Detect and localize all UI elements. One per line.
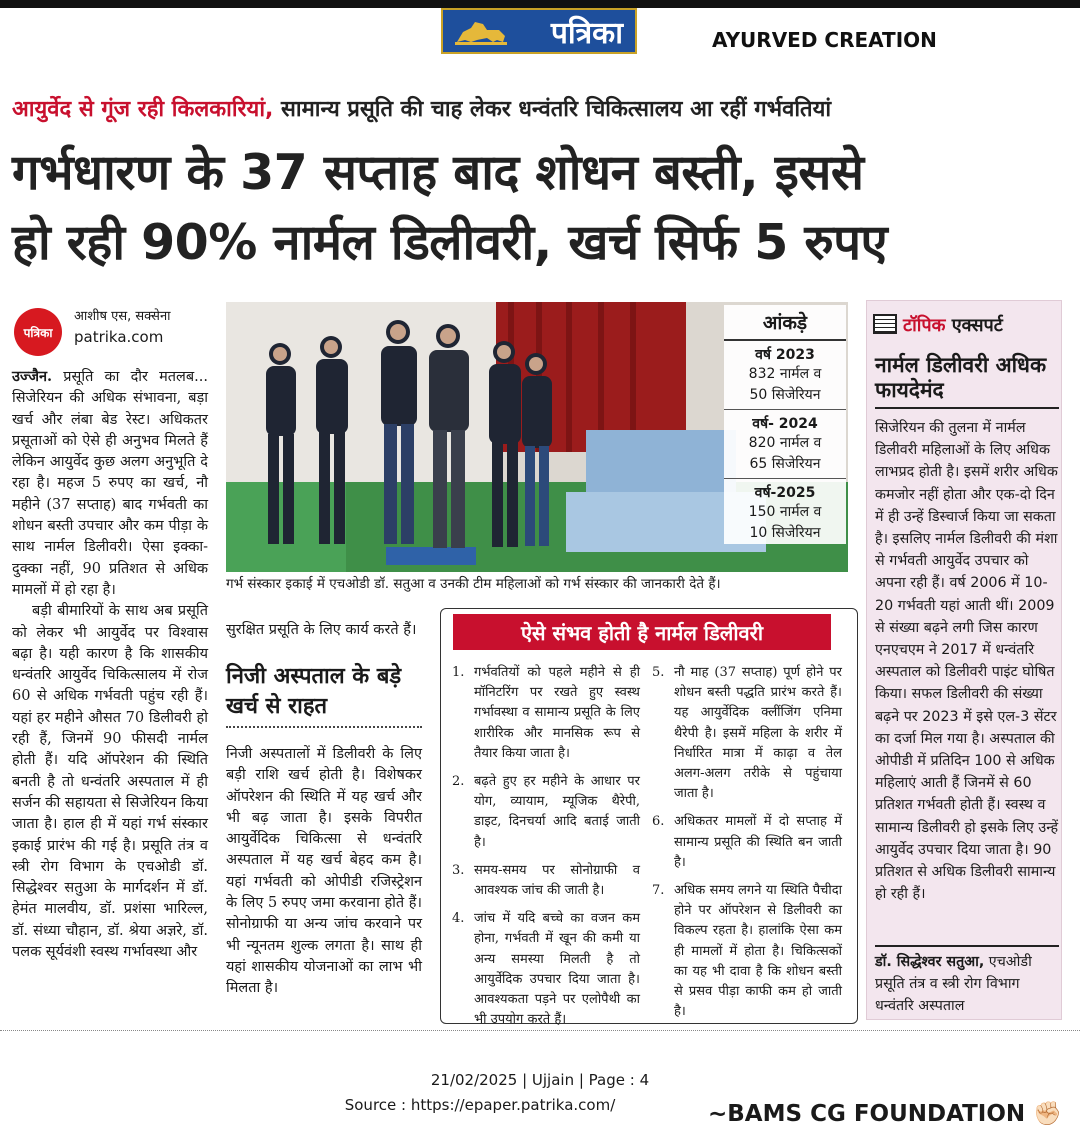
- stats-year: वर्ष-2025: [754, 485, 816, 501]
- author-site: patrika.com: [74, 328, 164, 346]
- subhead-private-hospital: निजी अस्पताल के बड़े खर्च से राहत: [226, 662, 422, 728]
- kicker-highlight: आयुर्वेद से गूंज रही किलकारियां,: [12, 97, 274, 122]
- topic-expert-panel: [866, 300, 1062, 1020]
- steps-box-title: ऐसे संभव होती है नार्मल डिलीवरी: [453, 614, 831, 650]
- headline-line-2: हो रही 90% नार्मल डिलीवरी, खर्च सिर्फ 5 रुपए: [12, 214, 888, 271]
- expert-heading: नार्मल डिलीवरी अधिक फायदेमंद: [875, 353, 1059, 409]
- step-item: [452, 909, 640, 1030]
- step-item: [652, 881, 842, 1022]
- stats-2023: [724, 341, 846, 410]
- patrika-badge-icon: पत्रिका: [14, 308, 62, 356]
- step-item: [452, 663, 640, 764]
- step-number: 7.: [652, 883, 665, 899]
- stats-value: 150 नार्मल व: [748, 504, 822, 520]
- story-column-2-top: सुरक्षित प्रसूति के लिए कार्य करते हैं।: [226, 622, 417, 638]
- step-number: 5.: [652, 665, 665, 680]
- stats-box: [724, 305, 846, 544]
- step-item: [452, 861, 640, 901]
- publication-info: 21/02/2025 | Ujjain | Page : 4: [430, 1071, 650, 1089]
- patrika-logo: [441, 8, 637, 54]
- stats-year: वर्ष- 2024: [752, 416, 818, 432]
- cut-edge-divider: [0, 1030, 1080, 1044]
- story-column-2: निजी अस्पतालों में डिलीवरी के लिए बड़ी राशि खर्च होती है। विशेषकर ऑपरेशन की स्थिति में यह खर्च और भी बढ़ जाता है। इसके विपरीत आयुर्वेदिक चिकित्सा से धन्वंतरि अस्पताल में यह खर्च बेहद कम है। यहां गर्भवती को ओपीडी रजिस्ट्रेशन के लिए 5 रुपए जमा करवाना होते हैं। सोनोग्राफी या अन्य जांच करवाने पर भी न्यूनतम शुल्क लगता है। साथ ही यहां शासकीय योजनाओं का लाभ भी मिलता है।: [226, 746, 422, 997]
- steps-list-right: [652, 663, 842, 1030]
- expert-signature: [875, 945, 1059, 1018]
- stats-2024: [724, 410, 846, 479]
- kicker: [12, 93, 1072, 123]
- dateline: उज्जैन.: [12, 368, 53, 385]
- step-number: 1.: [452, 665, 465, 680]
- step-number: 6.: [652, 814, 665, 830]
- stats-value: 65 सिजेरियन: [749, 456, 821, 472]
- step-item: [652, 812, 842, 873]
- tag-highlight: टॉपिक: [903, 315, 946, 336]
- stats-year: वर्ष 2023: [755, 347, 815, 363]
- story-text-1: प्रसूति का दौर मतलब... सिजेरियन की अधिक संभावना, बड़ा खर्च और लंबा बेड रेस्ट। अधिकतर प्रसूताओं को ऐसे ही अनुभव मिलते हैं लेकिन आयुर्वेद कुछ अलग अनुभूति दे रहा है। महज 5 रुपए का खर्च, नौ महीने (37 सप्ताह) बाद गर्भवती का शोधन बस्ती उपचार और कम पीड़ा के साथ नार्मल डिलीवरी। ऐसा इक्का-दुक्का नहीं, 90 प्रतिशत से अधिक मामलों में हो रहा है।: [12, 369, 208, 598]
- steps-list-left: [452, 663, 640, 1038]
- headline: [12, 138, 1072, 278]
- story-paragraph-2: बड़ी बीमारियों के साथ अब प्रसूति को लेकर भी आयुर्वेद पर विश्वास बढ़ा है। यही कारण है कि शासकीय धन्वंतरि आयुर्वेद चिकित्सालय में रोज 60 से अधिक गर्भवती पहुंच रही हैं। यहां हर महीने औसत 70 डिलीवरी हो रही हैं, जिनमें 90 फीसदी नार्मल होती हैं। यदि ऑपरेशन की स्थिति बनती है तो धन्वंतरि अस्पताल में ही सर्जन की सहायता से सिजेरियन किया जाता है। हाल ही में यहां गर्भ संस्कार इकाई प्रारंभ की गई है। प्रसूति तंत्र व स्त्री रोग विभाग के एचओडी डॉ. सिद्धेश्वर सतुआ के मार्गदर्शन में डॉ. हेमंत मालवीय, डॉ. प्रशंसा भारिल्ल, डॉ. संध्या चौहान, डॉ. श्रेया अज्ञरे, डॉ. पलक सूर्यवंशी स्वस्थ गर्भावस्था और: [12, 603, 208, 961]
- top-border: [0, 0, 1080, 8]
- topic-expert-tag: [873, 313, 1003, 337]
- newspaper-icon: [873, 314, 897, 334]
- step-item: [452, 772, 640, 853]
- step-text: नौ माह (37 सप्ताह) पूर्ण होने पर शोधन बस्ती पद्धति प्रारंभ करते हैं। यह आयुर्वेदिक क्लींजिंग एनिमा थैरेपी है। इसमें महिला के शरीर में निर्धारित मात्रा में काढ़ा व तेल अलग-अलग तरीके से पहुंचाया जाता है।: [674, 665, 842, 802]
- step-item: [652, 663, 842, 804]
- expert-name: डॉ. सिद्धेश्वर सतुआ,: [875, 954, 985, 970]
- step-text: अधिकतर मामलों में दो सप्ताह में सामान्य प्रसूति की स्थिति बन जाती है।: [674, 814, 842, 870]
- headline-line-1: गर्भधारण के 37 सप्ताह बाद शोधन बस्ती, इससे: [12, 144, 864, 201]
- step-number: 4.: [452, 911, 465, 927]
- tag-rest: एक्सपर्ट: [945, 315, 1003, 336]
- stats-value: 820 नार्मल व: [748, 435, 822, 451]
- step-text: अधिक समय लगने या स्थिति पैचीदा होने पर ऑपरेशन से डिलीवरी का विकल्प रहता है। हालांकि ऐसा कम ही मामलों में होता है। चिकित्सकों का यह भी दावा है कि शोधन बस्ती से प्रसव पीड़ा काफी कम हो जाती है।: [674, 883, 842, 1020]
- ayurved-creation-label: AYURVED CREATION: [712, 28, 937, 52]
- photo-caption: गर्भ संस्कार इकाई में एचओडी डॉ. सतुआ व उनकी टीम महिलाओं को गर्भ संस्कार की जानकारी देते हैं।: [226, 576, 721, 592]
- step-number: 3.: [452, 862, 465, 878]
- author-name: आशीष एस, सक्सेना: [74, 309, 171, 324]
- step-text: गर्भवतियों को पहले महीने से ही मॉनिटरिंग पर रखते हुए स्वस्थ गर्भावस्था व सामान्य प्रसूति के लिए शारीरिक और मानसिक रूप से तैयार किया जाता है।: [474, 665, 640, 761]
- step-text: जांच में यदि बच्चे का वजन कम होना, गर्भवती में खून की कमी या अन्य समस्या मिलती है तो आयुर्वेदिक उपचार दिया जाता है। आवश्यकता पड़ने पर एलोपैथी का भी उपयोग करते हैं।: [474, 911, 640, 1028]
- expert-body: सिजेरियन की तुलना में नार्मल डिलीवरी महिलाओं के लिए अधिक लाभप्रद होती है। इसमें शरीर अधिक कमजोर नहीं होता और एक-दो दिन में ही उन्हें डिस्चार्ज किया जा सकता है। इसलिए नार्मल डिलीवरी की मंशा से गर्भवती आयुर्वेद उपचार को अपना रही हैं। वर्ष 2006 में 10-20 गर्भवती यहां आती थीं। 2009 से संख्या बढ़ने लगी जिस कारण एनएचएम ने 2017 में धन्वंतरि अस्पताल को डिलीवरी पाइंट घोषित किया। सफल डिलीवरी की संख्या बढ़ने पर 2023 में इसे एल-3 सेंटर का दर्जा मिल गया है। अस्पताल की ओपीडी में प्रतिदिन 100 से अधिक महिलाएं आती हैं जिनमें से 60 प्रतिशत गर्भवती होती हैं। स्वस्थ व सामान्य डिलीवरी हो इसके लिए उन्हें आयुर्वेद उपचार दिया जाता है। 90 प्रतिशत से अधिक डिलीवरी सामान्य हो रही हैं।: [875, 420, 1059, 903]
- foundation-credit: ~BAMS CG FOUNDATION ✊🏻: [708, 1101, 1062, 1127]
- step-number: 2.: [452, 774, 465, 790]
- story-column-1: [12, 366, 208, 963]
- stats-value: 832 नार्मल व: [748, 366, 822, 382]
- logo-text: पत्रिका: [550, 15, 623, 51]
- source-url: Source : https://epaper.patrika.com/: [344, 1096, 616, 1114]
- expert-role: एचओडी प्रसूति तंत्र व स्त्री रोग विभाग धन्वंतरि अस्पताल: [875, 954, 1032, 1015]
- lion-emblem-icon: [453, 18, 509, 46]
- stats-value: 50 सिजेरियन: [749, 387, 821, 403]
- stats-2025: [724, 479, 846, 544]
- kicker-rest: सामान्य प्रसूति की चाह लेकर धन्वंतरि चिकित्सालय आ रहीं गर्भवतियां: [273, 97, 832, 122]
- stats-title: आंकड़े: [724, 305, 846, 341]
- step-text: समय-समय पर सोनोग्राफी व आवश्यक जांच की जाती है।: [474, 862, 640, 899]
- stats-value: 10 सिजेरियन: [749, 525, 821, 541]
- step-text: बढ़ते हुए हर महीने के आधार पर योग, व्यायाम, म्यूजिक थैरेपी, डाइट, दिनचर्या आदि बताई जाती है।: [474, 774, 640, 850]
- byline: [12, 304, 212, 352]
- story-paragraph-1: [12, 366, 208, 601]
